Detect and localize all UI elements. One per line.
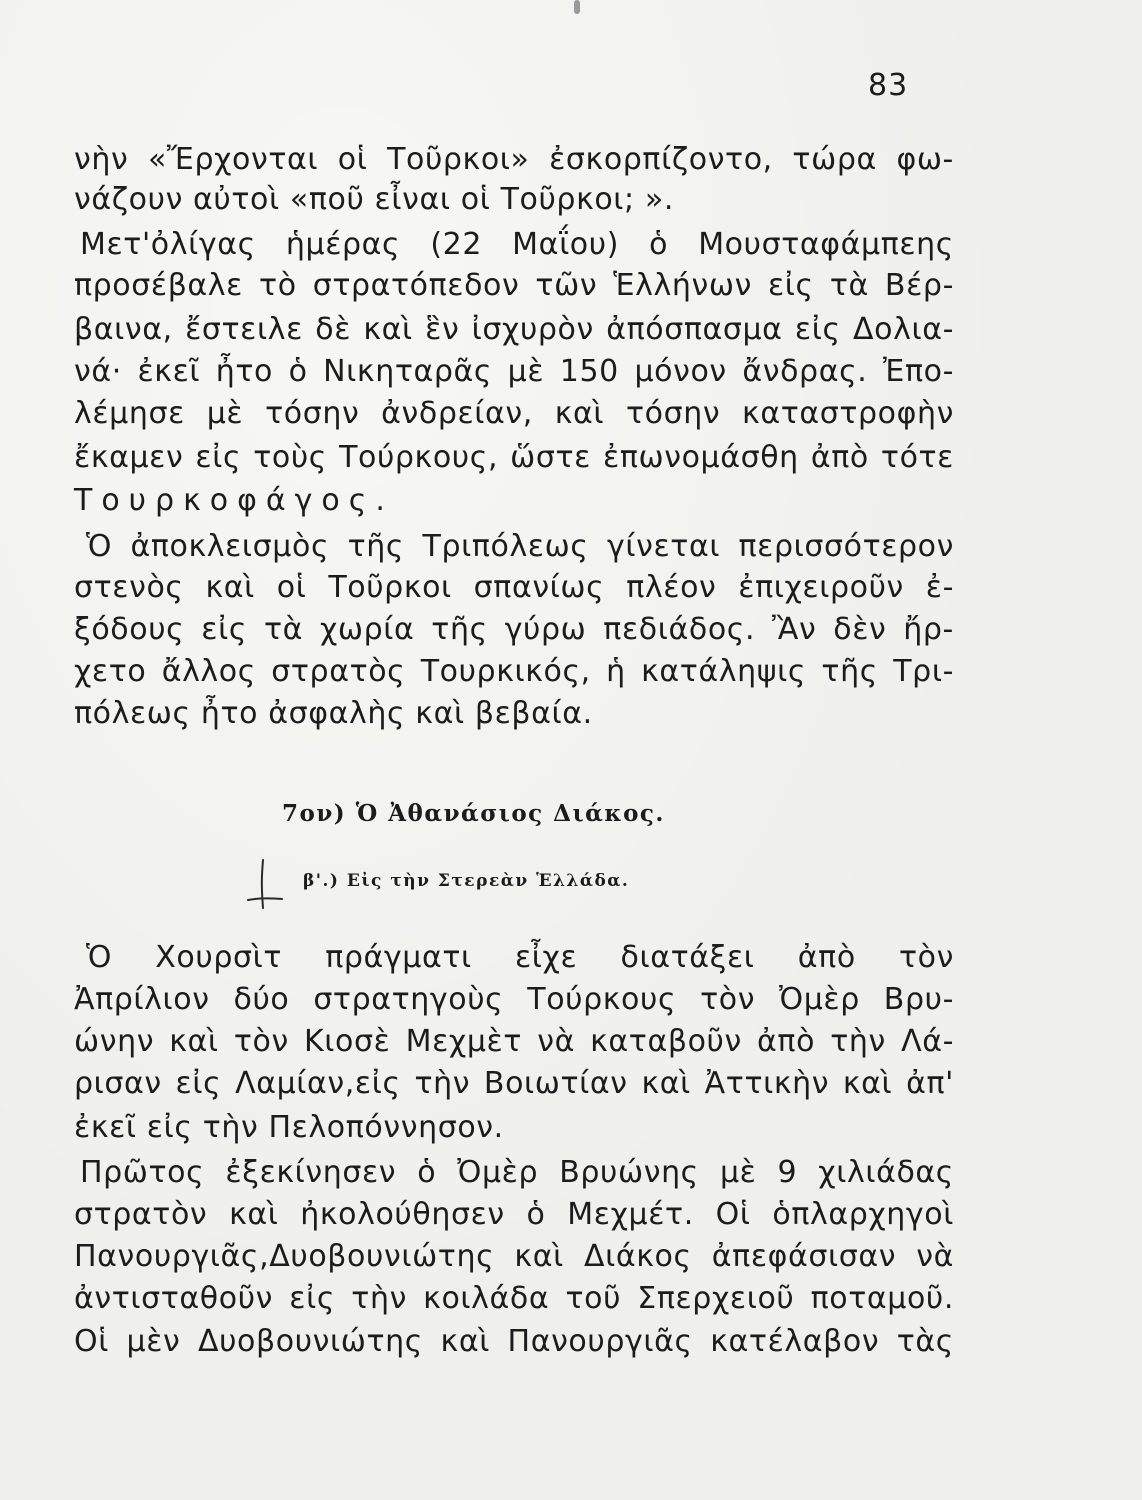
text-line: χετο ἄλλος στρατὸς Τουρκικός, ἡ κατάληψις τῆς Τρι- (74, 654, 954, 689)
text-line: πόλεως ἦτο ἀσφαλὴς καὶ βεβαία. (74, 696, 593, 731)
section-heading: 7ον) Ὁ Ἀθανάσιος Διάκος. (282, 800, 665, 827)
text-line: νάζουν αὐτοὶ «ποῦ εἶναι οἱ Τοῦρκοι; ». (74, 182, 674, 217)
text-line: νά· ἐκεῖ ἦτο ὁ Νικηταρᾶς μὲ 150 μόνον ἄνδρας. Ἐπο- (74, 354, 954, 389)
text-line: ώνην καὶ τὸν Κιοσὲ Μεχμὲτ νὰ καταβοῦν ἀπὸ τὴν Λά- (74, 1024, 954, 1059)
text-line: ἀντισταθοῦν εἰς τὴν κοιλάδα τοῦ Σπερχειοῦ ποταμοῦ. (74, 1281, 954, 1316)
text-line: στρατὸν καὶ ἠκολούθησεν ὁ Μεχμέτ. Οἱ ὁπλαρχηγοὶ (74, 1197, 954, 1232)
handwritten-cross-mark (246, 858, 286, 918)
subsection-heading: β'.) Εἰς τὴν Στερεὰν Ἑλλάδα. (303, 871, 630, 891)
text-line-spaced: Τουρκοφάγος. (74, 483, 394, 518)
text-line: Οἱ μὲν Δυοβουνιώτης καὶ Πανουργιᾶς κατέλαβον τὰς (74, 1324, 954, 1359)
text-line: προσέβαλε τὸ στρατόπεδον τῶν Ἑλλήνων εἰς τὰ Βέρ- (74, 268, 954, 303)
text-line: ἔκαμεν εἰς τοὺς Τούρκους, ὥστε ἐπωνομάσθη ἀπὸ τότε (74, 440, 954, 475)
text-line: Ὁ ἀποκλεισμὸς τῆς Τριπόλεως γίνεται περισσότερον (86, 529, 954, 564)
ink-speck (574, 0, 580, 14)
text-line: νὴν «Ἔρχονται οἱ Τοῦρκοι» ἐσκορπίζοντο, τώρα φω- (74, 142, 954, 177)
text-line: βαινα, ἔστειλε δὲ καὶ ἓν ἰσχυρὸν ἀπόσπασμα εἰς Δολια- (74, 312, 954, 347)
text-line: Πανουργιᾶς,Δυοβουνιώτης καὶ Διάκος ἀπεφάσισαν νὰ (74, 1239, 954, 1274)
page-number: 83 (868, 68, 909, 103)
text-line: Ὁ Χουρσὶτ πράγματι εἶχε διατάξει ἀπὸ τὸν (86, 940, 954, 975)
text-line: ξόδους εἰς τὰ χωρία τῆς γύρω πεδιάδος. Ἂν δὲν ἤρ- (74, 612, 954, 647)
text-line: λέμησε μὲ τόσην ἀνδρείαν, καὶ τόσην καταστροφὴν (74, 396, 954, 431)
text-line: Ἀπρίλιον δύο στρατηγοὺς Τούρκους τὸν Ὀμὲρ Βρυ- (74, 982, 954, 1017)
text-line: στενὸς καὶ οἱ Τοῦρκοι σπανίως πλέον ἐπιχειροῦν ἐ- (74, 570, 954, 605)
text-line: ἐκεῖ εἰς τὴν Πελοπόννησον. (74, 1110, 504, 1145)
text-line: Μετ'ὀλίγας ἡμέρας (22 Μαΐου) ὁ Μουσταφάμπεης (80, 227, 954, 262)
text-line: ρισαν εἰς Λαμίαν,εἰς τὴν Βοιωτίαν καὶ Ἀττικὴν καὶ ἀπ' (74, 1066, 954, 1101)
text-line: Πρῶτος ἐξεκίνησεν ὁ Ὀμὲρ Βρυώνης μὲ 9 χιλιάδας (80, 1155, 954, 1190)
